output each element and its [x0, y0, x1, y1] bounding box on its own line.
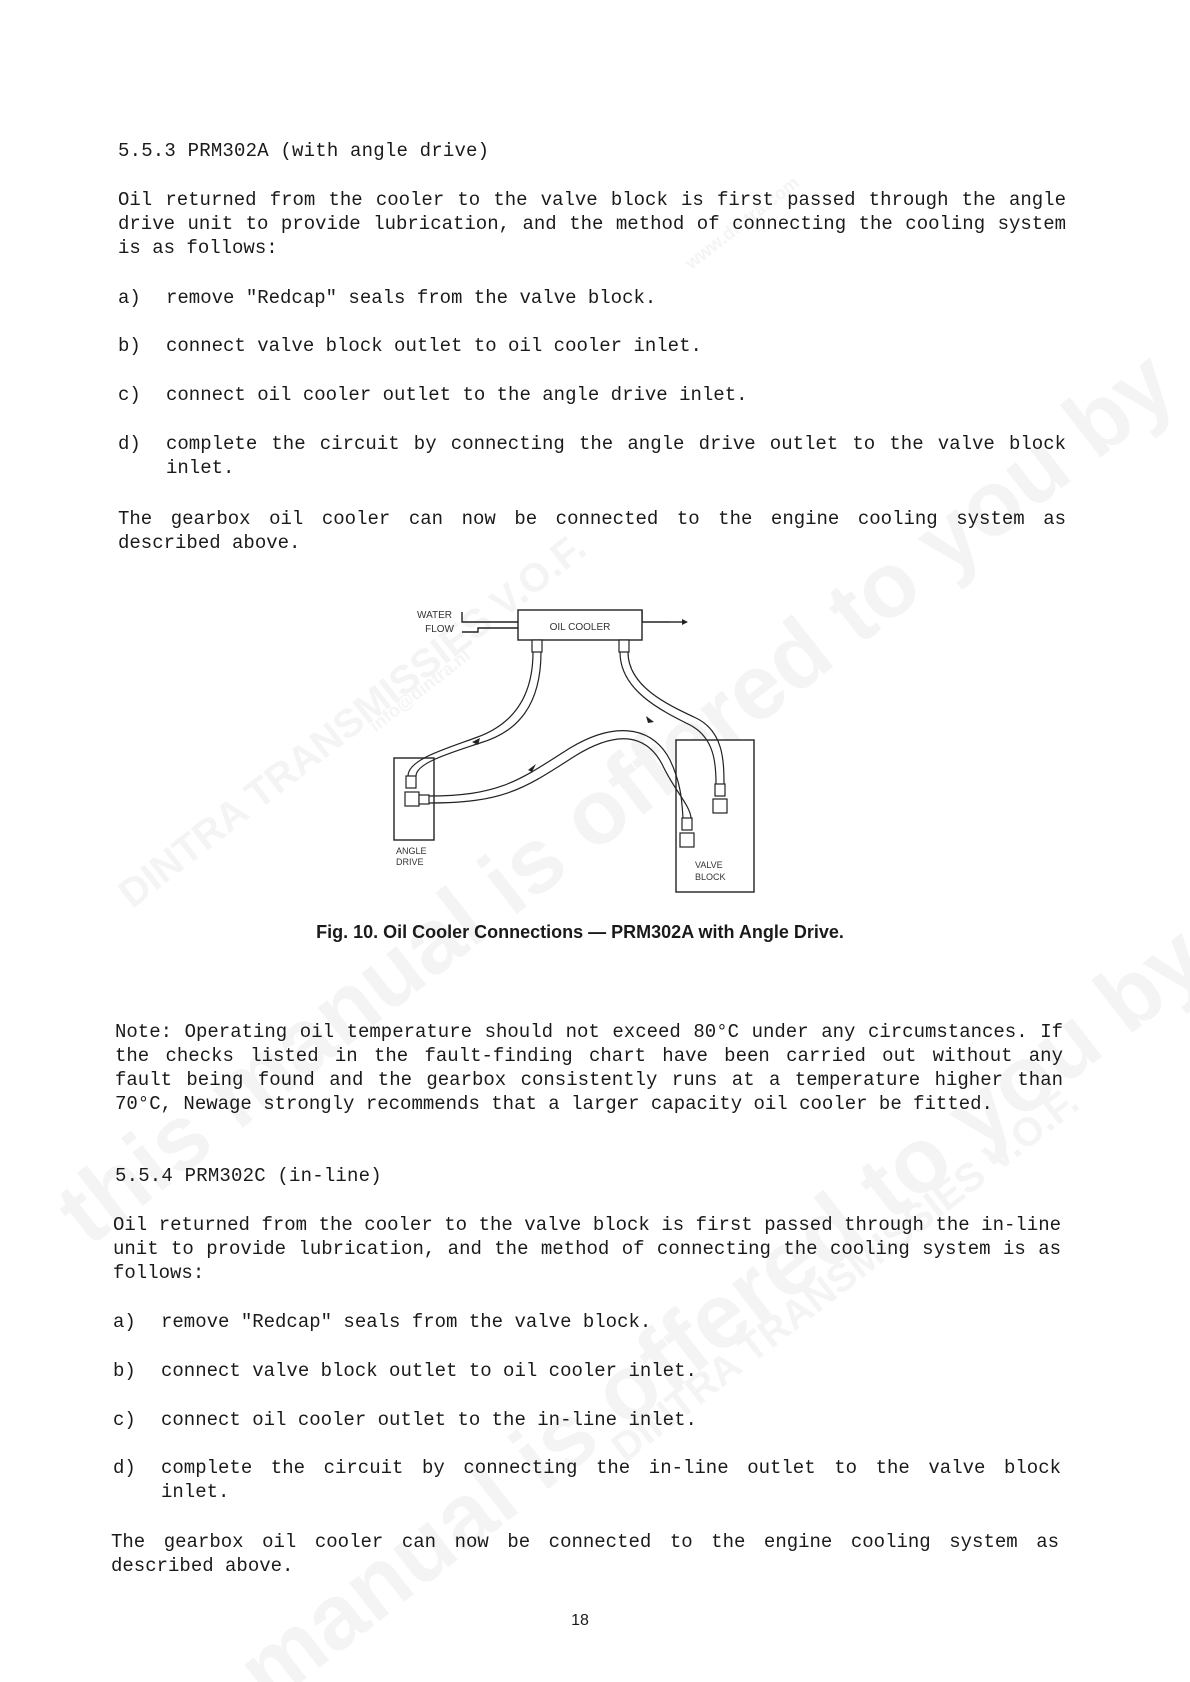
- angle-drive-port: [419, 795, 429, 804]
- flow-arrow-icon: [646, 716, 654, 723]
- flow-arrow-icon: [682, 619, 688, 625]
- list-marker: a): [118, 287, 141, 309]
- list-marker: b): [113, 1360, 136, 1382]
- section-intro: Oil returned from the cooler to the valve block is first passed through the angle drive unit to provide lubrication, and the method of connecting the cooling system is as follows:: [118, 189, 1066, 259]
- list-marker: c): [118, 384, 141, 406]
- oil-cooler-diagram: [380, 600, 800, 900]
- page-number: 18: [571, 1612, 589, 1629]
- valve-block-port: [715, 784, 725, 796]
- valve-block-port: [680, 833, 694, 847]
- list-text: remove "Redcap" seals from the valve block.: [166, 287, 657, 309]
- figure-caption: Fig. 10. Oil Cooler Connections — PRM302A with Angle Drive.: [316, 922, 844, 942]
- section-closing: The gearbox oil cooler can now be connected to the engine cooling system as described above.: [118, 508, 1066, 554]
- note-paragraph: Note: Operating oil temperature should not exceed 80°C under any circumstances. If the checks listed in the fault-finding chart have been carried out without any fault being found and the gearbox consistently runs at a temperature higher than 70°C, Newage strongly recommends that a larger capacity oil cooler be fitted.: [115, 1021, 1063, 1115]
- cooler-port: [619, 640, 629, 652]
- water-label: WATER: [417, 610, 452, 621]
- list-marker: d): [118, 433, 141, 455]
- section-heading: 5.5.4 PRM302C (in-line): [115, 1165, 382, 1187]
- list-marker: c): [113, 1409, 136, 1431]
- section-intro: Oil returned from the cooler to the valve block is first passed through the in-line unit to provide lubrication, and the method of connecting the cooling system is as follows:: [113, 1214, 1061, 1284]
- drive-label: DRIVE: [396, 857, 424, 867]
- list-text: complete the circuit by connecting the in-line outlet to the valve block inlet.: [161, 1457, 1061, 1503]
- list-text: connect oil cooler outlet to the angle drive inlet.: [166, 384, 748, 406]
- valve-block-port: [682, 818, 692, 830]
- block-label: BLOCK: [695, 872, 726, 882]
- pipe-angle-drive-to-valve-block: [429, 731, 691, 818]
- section-heading: 5.5.3 PRM302A (with angle drive): [118, 140, 490, 162]
- angle-drive-port: [406, 776, 416, 788]
- list-text: connect valve block outlet to oil cooler inlet.: [161, 1360, 697, 1382]
- angle-drive-port: [405, 792, 419, 806]
- list-text: complete the circuit by connecting the angle drive outlet to the valve block inlet.: [166, 433, 1066, 479]
- cooler-port: [532, 640, 542, 652]
- list-marker: a): [113, 1311, 136, 1333]
- list-marker: d): [113, 1457, 136, 1479]
- oil-cooler-label: OIL COOLER: [549, 622, 611, 633]
- valve-label: VALVE: [695, 860, 723, 870]
- list-text: connect oil cooler outlet to the in-line inlet.: [161, 1409, 697, 1431]
- valve-block-port: [713, 799, 727, 813]
- flow-label: FLOW: [425, 624, 454, 635]
- list-marker: b): [118, 335, 141, 357]
- angle-label: ANGLE: [396, 846, 427, 856]
- section-closing: The gearbox oil cooler can now be connected to the engine cooling system as described above.: [111, 1531, 1059, 1577]
- list-text: connect valve block outlet to oil cooler inlet.: [166, 335, 702, 357]
- list-text: remove "Redcap" seals from the valve block.: [161, 1311, 652, 1333]
